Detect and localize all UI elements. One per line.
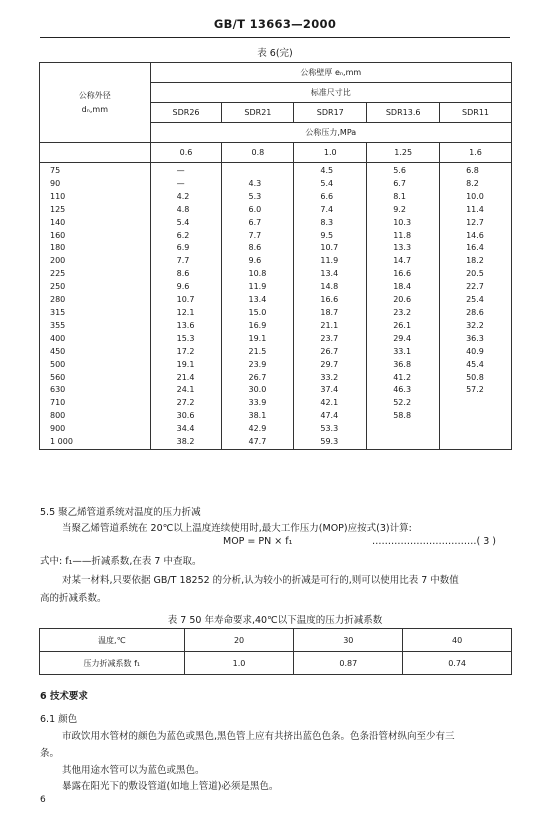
- outer-diameter-cell: 200: [40, 255, 151, 268]
- outer-diameter-header: [40, 63, 151, 143]
- wall-thickness-cell: 57.2: [440, 384, 512, 397]
- formula-where: 式中: f₁——折减系数,在表 7 中查取。: [40, 556, 202, 567]
- wall-thickness-cell: 5.4: [150, 217, 222, 230]
- wall-thickness-cell: 17.2: [150, 346, 222, 359]
- wall-thickness-cell: 32.2: [440, 320, 512, 333]
- wall-thickness-cell: 4.2: [150, 191, 222, 204]
- wall-thickness-cell: 16.9: [222, 320, 294, 333]
- table-row: [40, 384, 512, 397]
- wall-thickness-cell: 11.9: [222, 281, 294, 294]
- section-5-5-heading: 5.5 聚乙烯管道系统对温度的压力折减: [40, 507, 201, 518]
- wall-thickness-cell: 36.8: [367, 359, 440, 372]
- wall-thickness-cell: 28.6: [440, 307, 512, 320]
- wall-thickness-cell: 11.9: [294, 255, 367, 268]
- wall-thickness-cell: 11.4: [440, 204, 512, 217]
- wall-thickness-cell: 26.7: [294, 346, 367, 359]
- wall-thickness-cell: 5.4: [294, 178, 367, 191]
- table-row: [40, 242, 512, 255]
- wall-thickness-cell: 22.7: [440, 281, 512, 294]
- sdr-header: 标准尺寸比: [150, 83, 511, 103]
- outer-diameter-cell: 315: [40, 307, 151, 320]
- wall-thickness-cell: 10.0: [440, 191, 512, 204]
- table6-caption: 表 6(完): [257, 48, 293, 59]
- outer-diameter-cell: 900: [40, 423, 151, 436]
- wall-thickness-cell: 26.7: [222, 372, 294, 385]
- table6: [39, 62, 512, 450]
- wall-thickness-cell: 5.3: [222, 191, 294, 204]
- wall-thickness-cell: 23.9: [222, 359, 294, 372]
- wall-thickness-cell: 10.3: [367, 217, 440, 230]
- wall-thickness-header: 公称壁厚 eₙ,mm: [150, 63, 511, 83]
- wall-thickness-cell: 42.9: [222, 423, 294, 436]
- wall-thickness-cell: 30.6: [150, 410, 222, 423]
- wall-thickness-cell: 12.1: [150, 307, 222, 320]
- wall-thickness-cell: 45.4: [440, 359, 512, 372]
- wall-thickness-cell: 14.8: [294, 281, 367, 294]
- outer-diameter-cell: 450: [40, 346, 151, 359]
- wall-thickness-cell: 13.6: [150, 320, 222, 333]
- wall-thickness-cell: 4.3: [222, 178, 294, 191]
- wall-thickness-cell: —: [150, 163, 222, 178]
- table-row: [40, 191, 512, 204]
- wall-thickness-cell: 8.1: [367, 191, 440, 204]
- wall-thickness-cell: 34.4: [150, 423, 222, 436]
- wall-thickness-cell: 20.5: [440, 268, 512, 281]
- wall-thickness-cell: 15.0: [222, 307, 294, 320]
- wall-thickness-cell: 24.1: [150, 384, 222, 397]
- wall-thickness-cell: 18.4: [367, 281, 440, 294]
- sdr-col: SDR26: [150, 103, 222, 123]
- wall-thickness-cell: 21.1: [294, 320, 367, 333]
- wall-thickness-cell: 38.2: [150, 436, 222, 449]
- outer-diameter-cell: 500: [40, 359, 151, 372]
- wall-thickness-cell: 47.4: [294, 410, 367, 423]
- wall-thickness-cell: 8.2: [440, 178, 512, 191]
- outer-diameter-cell: 180: [40, 242, 151, 255]
- table-row: [40, 359, 512, 372]
- wall-thickness-cell: 15.3: [150, 333, 222, 346]
- table-row: [40, 178, 512, 191]
- wall-thickness-cell: 12.7: [440, 217, 512, 230]
- section-6-1-paragraph-3: 暴露在阳光下的敷设管道(如地上管道)必须是黑色。: [62, 781, 279, 792]
- wall-thickness-cell: 8.6: [150, 268, 222, 281]
- table-row: [40, 281, 512, 294]
- outer-diameter-cell: 160: [40, 230, 151, 243]
- table-row: [40, 320, 512, 333]
- page-number: 6: [40, 795, 46, 805]
- table-row: [40, 230, 512, 243]
- wall-thickness-cell: 46.3: [367, 384, 440, 397]
- table-row: [40, 346, 512, 359]
- outer-diameter-cell: 250: [40, 281, 151, 294]
- wall-thickness-cell: 8.6: [222, 242, 294, 255]
- wall-thickness-cell: 9.2: [367, 204, 440, 217]
- temperature-value: 40: [403, 629, 512, 652]
- outer-diameter-cell: 225: [40, 268, 151, 281]
- table-row: [40, 268, 512, 281]
- wall-thickness-cell: 41.2: [367, 372, 440, 385]
- outer-diameter-label: 公称外径: [78, 90, 111, 100]
- wall-thickness-cell: 29.7: [294, 359, 367, 372]
- wall-thickness-cell: 26.1: [367, 320, 440, 333]
- table-row: [40, 217, 512, 230]
- wall-thickness-cell: 9.5: [294, 230, 367, 243]
- pressure-col: 1.0: [294, 143, 367, 163]
- wall-thickness-cell: [440, 397, 512, 410]
- wall-thickness-cell: 27.2: [150, 397, 222, 410]
- wall-thickness-cell: 50.8: [440, 372, 512, 385]
- table7: [39, 628, 512, 675]
- wall-thickness-cell: 21.4: [150, 372, 222, 385]
- wall-thickness-cell: [440, 423, 512, 436]
- wall-thickness-cell: 20.6: [367, 294, 440, 307]
- pressure-header: 公称压力,MPa: [150, 123, 511, 143]
- reduction-factor-label: 压力折减系数 f₁: [40, 652, 185, 675]
- wall-thickness-cell: 18.2: [440, 255, 512, 268]
- reduction-factor-value: 1.0: [184, 652, 294, 675]
- table-row: [40, 307, 512, 320]
- outer-diameter-cell: 560: [40, 372, 151, 385]
- wall-thickness-cell: 4.8: [150, 204, 222, 217]
- sdr-col: SDR13.6: [367, 103, 440, 123]
- wall-thickness-cell: 59.3: [294, 436, 367, 449]
- wall-thickness-cell: 33.1: [367, 346, 440, 359]
- wall-thickness-cell: 10.7: [150, 294, 222, 307]
- outer-diameter-cell: 1 000: [40, 436, 151, 449]
- wall-thickness-cell: 6.7: [222, 217, 294, 230]
- table-row: [40, 294, 512, 307]
- wall-thickness-cell: 23.2: [367, 307, 440, 320]
- pressure-col: 1.6: [440, 143, 512, 163]
- wall-thickness-cell: 10.8: [222, 268, 294, 281]
- wall-thickness-cell: 19.1: [150, 359, 222, 372]
- wall-thickness-cell: 6.6: [294, 191, 367, 204]
- wall-thickness-cell: 9.6: [150, 281, 222, 294]
- wall-thickness-cell: 13.4: [222, 294, 294, 307]
- table-row: [40, 423, 512, 436]
- wall-thickness-cell: 6.2: [150, 230, 222, 243]
- table7-caption: 表 7 50 年寿命要求,40℃以下温度的压力折减系数: [167, 615, 383, 626]
- wall-thickness-cell: 40.9: [440, 346, 512, 359]
- table-row: [40, 204, 512, 217]
- section-6-1-paragraph: 市政饮用水管材的颜色为蓝色或黑色,黑色管上应有共挤出蓝色色条。色条沿管材纵向至少有三: [62, 731, 455, 742]
- sdr-col: SDR11: [440, 103, 512, 123]
- table-row: [40, 410, 512, 423]
- outer-diameter-cell: 280: [40, 294, 151, 307]
- outer-diameter-cell: 355: [40, 320, 151, 333]
- outer-diameter-cell: 630: [40, 384, 151, 397]
- wall-thickness-cell: 33.9: [222, 397, 294, 410]
- table-row: [40, 436, 512, 449]
- table-row: [40, 333, 512, 346]
- wall-thickness-cell: 16.6: [294, 294, 367, 307]
- wall-thickness-cell: 29.4: [367, 333, 440, 346]
- formula-number: ……………………………( 3 ): [372, 536, 496, 547]
- wall-thickness-cell: 25.4: [440, 294, 512, 307]
- reduction-factor-value: 0.87: [294, 652, 403, 675]
- wall-thickness-cell: 11.8: [367, 230, 440, 243]
- wall-thickness-cell: 38.1: [222, 410, 294, 423]
- temperature-value: 20: [184, 629, 294, 652]
- wall-thickness-cell: 14.6: [440, 230, 512, 243]
- wall-thickness-cell: 16.6: [367, 268, 440, 281]
- outer-diameter-cell: 400: [40, 333, 151, 346]
- formula-3: MOP = PN × f₁: [223, 536, 293, 547]
- wall-thickness-cell: [440, 410, 512, 423]
- wall-thickness-cell: 13.4: [294, 268, 367, 281]
- outer-diameter-cell: 75: [40, 163, 151, 178]
- wall-thickness-cell: 6.7: [367, 178, 440, 191]
- wall-thickness-cell: 21.5: [222, 346, 294, 359]
- wall-thickness-cell: 52.2: [367, 397, 440, 410]
- wall-thickness-cell: 5.6: [367, 163, 440, 178]
- wall-thickness-cell: 7.4: [294, 204, 367, 217]
- outer-diameter-cell: 140: [40, 217, 151, 230]
- table-row: [40, 163, 512, 178]
- wall-thickness-cell: 19.1: [222, 333, 294, 346]
- section-6-1-paragraph-cont: 条。: [40, 748, 60, 759]
- wall-thickness-cell: 23.7: [294, 333, 367, 346]
- wall-thickness-cell: 7.7: [150, 255, 222, 268]
- wall-thickness-cell: [367, 423, 440, 436]
- table-row: [40, 397, 512, 410]
- reduction-factor-value: 0.74: [403, 652, 512, 675]
- wall-thickness-cell: 6.8: [440, 163, 512, 178]
- outer-diameter-cell: 710: [40, 397, 151, 410]
- outer-diameter-unit: dₙ,mm: [81, 104, 108, 114]
- wall-thickness-cell: [367, 436, 440, 449]
- wall-thickness-cell: 10.7: [294, 242, 367, 255]
- pressure-col: 1.25: [367, 143, 440, 163]
- wall-thickness-cell: [222, 163, 294, 178]
- temperature-value: 30: [294, 629, 403, 652]
- wall-thickness-cell: 58.8: [367, 410, 440, 423]
- section-5-5-paragraph: 当聚乙烯管道系统在 20℃以上温度连续使用时,最大工作压力(MOP)应按式(3)计算:: [62, 523, 412, 534]
- wall-thickness-cell: 30.0: [222, 384, 294, 397]
- wall-thickness-cell: 36.3: [440, 333, 512, 346]
- wall-thickness-cell: 9.6: [222, 255, 294, 268]
- pressure-col: 0.8: [222, 143, 294, 163]
- wall-thickness-cell: —: [150, 178, 222, 191]
- sdr-col: SDR17: [294, 103, 367, 123]
- section-6-1-paragraph-2: 其他用途水管可以为蓝色或黑色。: [62, 765, 205, 776]
- pressure-col: 0.6: [150, 143, 222, 163]
- outer-diameter-cell: 800: [40, 410, 151, 423]
- wall-thickness-cell: 7.7: [222, 230, 294, 243]
- section-5-5-paragraph-2: 对某一材料,只要依据 GB/T 18252 的分析,认为较小的折减是可行的,则可以使用比表 7 中数值: [62, 575, 459, 586]
- table-row: [40, 372, 512, 385]
- wall-thickness-cell: 33.2: [294, 372, 367, 385]
- wall-thickness-cell: 4.5: [294, 163, 367, 178]
- wall-thickness-cell: 13.3: [367, 242, 440, 255]
- section-5-5-paragraph-2-cont: 高的折减系数。: [40, 593, 107, 604]
- sdr-col: SDR21: [222, 103, 294, 123]
- outer-diameter-cell: 90: [40, 178, 151, 191]
- table-row: [40, 255, 512, 268]
- wall-thickness-cell: [440, 436, 512, 449]
- page-header: GB/T 13663—2000: [213, 17, 337, 31]
- temperature-label: 温度,℃: [40, 629, 185, 652]
- header-rule: [40, 37, 510, 38]
- wall-thickness-cell: 16.4: [440, 242, 512, 255]
- outer-diameter-cell: 110: [40, 191, 151, 204]
- outer-diameter-cell: 125: [40, 204, 151, 217]
- wall-thickness-cell: 6.0: [222, 204, 294, 217]
- wall-thickness-cell: 47.7: [222, 436, 294, 449]
- wall-thickness-cell: 8.3: [294, 217, 367, 230]
- section-6-1-heading: 6.1 颜色: [40, 714, 78, 725]
- wall-thickness-cell: 6.9: [150, 242, 222, 255]
- section-6-heading: 6 技术要求: [40, 691, 88, 702]
- wall-thickness-cell: 14.7: [367, 255, 440, 268]
- wall-thickness-cell: 18.7: [294, 307, 367, 320]
- wall-thickness-cell: 42.1: [294, 397, 367, 410]
- wall-thickness-cell: 53.3: [294, 423, 367, 436]
- wall-thickness-cell: 37.4: [294, 384, 367, 397]
